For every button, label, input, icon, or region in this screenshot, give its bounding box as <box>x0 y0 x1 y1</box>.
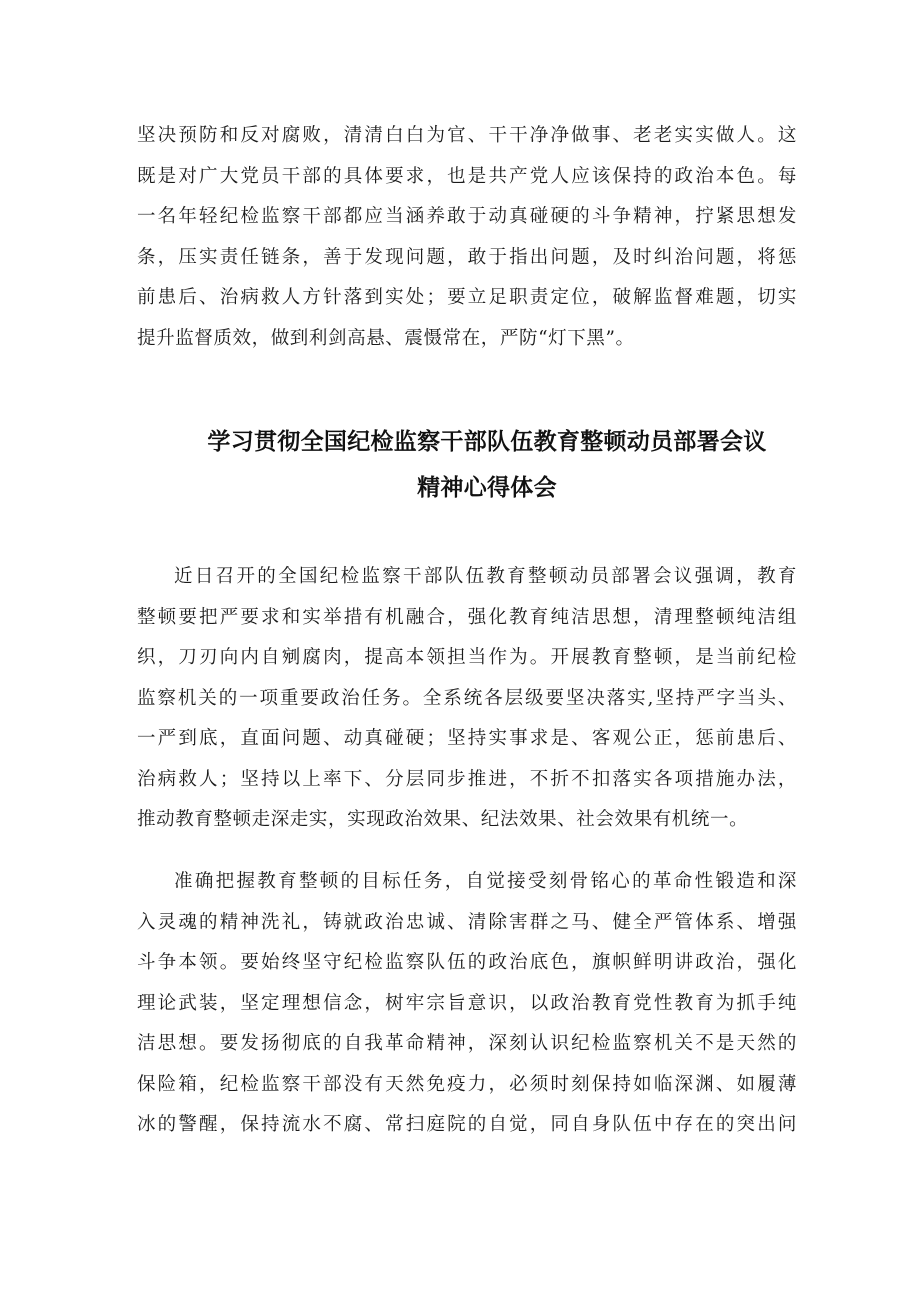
text-line: 提升监督质效，做到利剑高悬、震慑常在，严防“灯下黑”。 <box>137 327 635 349</box>
body-paragraph-1 <box>137 557 797 841</box>
text-line: 保险箱，纪检监察干部没有天然免疫力，必须时刻保持如临深渊、如履薄 <box>137 1073 797 1095</box>
text-line: 斗争本领。要始终坚守纪检监察队伍的政治底色，旗帜鲜明讲政治，强化 <box>137 952 797 973</box>
article-title-line-1: 学习贯彻全国纪检监察干部队伍教育整顿动员部署会议 <box>207 429 767 455</box>
text-line: 治病救人；坚持以上率下、分层同步推进，不折不扣落实各项措施办法， <box>137 768 797 790</box>
text-line: 监察机关的一项重要政治任务。全系统各层级要坚决落实,坚持严字当头、 <box>137 687 797 709</box>
body-paragraph-2 <box>137 862 797 1146</box>
text-line: 入灵魂的精神洗礼，铸就政治忠诚、清除害群之马、健全严管体系、增强 <box>137 911 797 933</box>
text-line: 坚决预防和反对腐败，清清白白为官、干干净净做事、老老实实做人。这 <box>137 125 797 146</box>
text-line: 整顿要把严要求和实举措有机融合，强化教育纯洁思想，清理整顿纯洁组 <box>137 606 797 628</box>
text-line: 一名年轻纪检监察干部都应当涵养敢于动真碰硬的斗争精神，拧紧思想发 <box>137 206 797 227</box>
article-title-line-2: 精神心得体会 <box>417 475 557 501</box>
text-line: 条，压实责任链条，善于发现问题，敢于指出问题，及时纠治问题，将惩 <box>137 246 797 268</box>
text-line: 既是对广大党员干部的具体要求，也是共产党人应该保持的政治本色。每 <box>137 165 797 187</box>
text-line: 冰的警醒，保持流水不腐、常扫庭院的自觉，同自身队伍中存在的突出问 <box>137 1114 797 1135</box>
text-line: 理论武装，坚定理想信念，树牢宗旨意识，以政治教育党性教育为抓手纯 <box>137 992 797 1014</box>
intro-paragraph <box>137 116 797 359</box>
text-line: 准确把握教育整顿的目标任务，自觉接受刻骨铭心的革命性锻造和深 <box>174 871 797 892</box>
text-line: 织，刀刃向内自剜腐肉，提高本领担当作为。开展教育整顿，是当前纪检 <box>137 647 797 668</box>
text-line: 前患后、治病救人方针落到实处；要立足职责定位，破解监督难题，切实 <box>137 287 797 308</box>
text-line: 一严到底，直面问题、动真碰硬；坚持实事求是、客观公正，惩前患后、 <box>137 728 797 749</box>
text-line: 推动教育整顿走深走实，实现政治效果、纪法效果、社会效果有机统一。 <box>137 809 749 830</box>
text-line: 洁思想。要发扬彻底的自我革命精神，深刻认识纪检监察机关不是天然的 <box>137 1033 797 1054</box>
text-line: 近日召开的全国纪检监察干部队伍教育整顿动员部署会议强调，教育 <box>174 566 797 587</box>
